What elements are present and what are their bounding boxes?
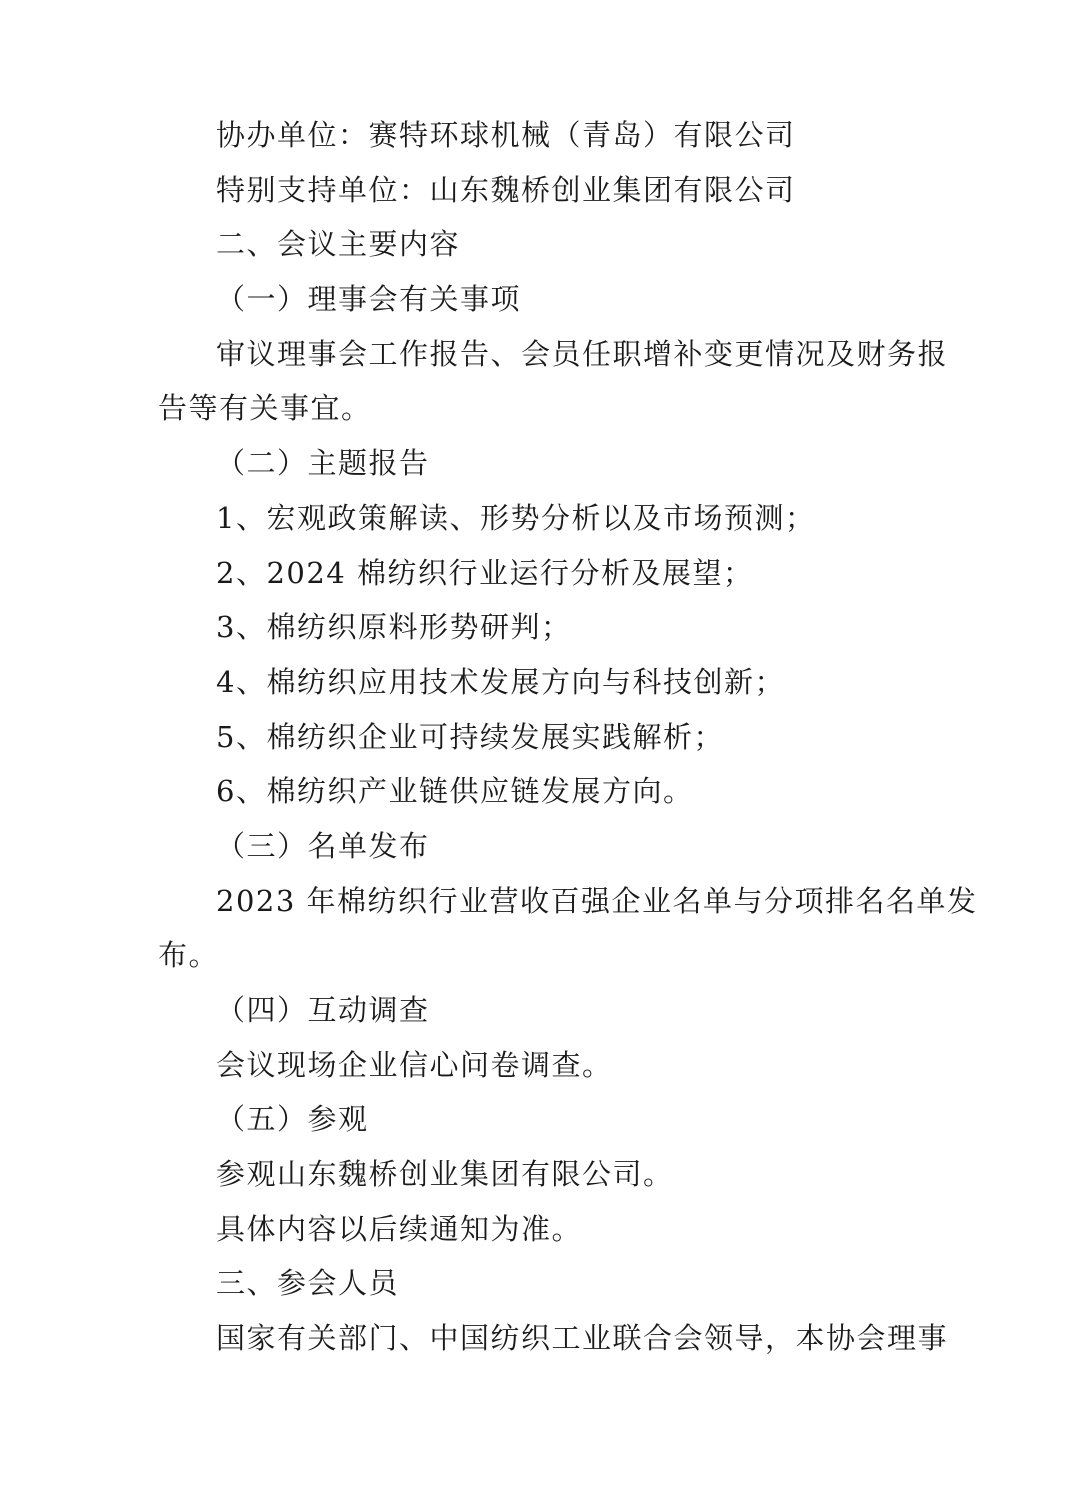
paragraph-line: 国家有关部门、中国纺织工业联合会领导，本协会理事	[216, 1321, 949, 1356]
paragraph-line: 审议理事会工作报告、会员任职增补变更情况及财务报	[216, 336, 949, 371]
paragraph-line: 参观山东魏桥创业集团有限公司。	[216, 1157, 674, 1192]
list-item: 6、棉纺织产业链供应链发展方向。	[216, 774, 694, 809]
subsection-heading-council-matters: （一）理事会有关事项	[216, 282, 522, 317]
list-item: 3、棉纺织原料形势研判；	[216, 610, 572, 645]
list-item: 2、2024 棉纺织行业运行分析及展望；	[216, 555, 754, 590]
list-item: 1、宏观政策解读、形势分析以及市场预测；	[216, 500, 816, 535]
paragraph-line: 告等有关事宜。	[158, 391, 372, 426]
subsection-heading-visit: （五）参观	[216, 1102, 369, 1137]
list-item: 4、棉纺织应用技术发展方向与科技创新；	[216, 664, 785, 699]
co-organizer-line: 协办单位：赛特环球机械（青岛）有限公司	[216, 118, 796, 152]
subsection-heading-theme-reports: （二）主题报告	[216, 446, 430, 481]
section-heading-main-content: 二、会议主要内容	[216, 227, 461, 262]
special-support-line: 特别支持单位：山东魏桥创业集团有限公司	[216, 172, 796, 207]
subsection-heading-interactive-survey: （四）互动调查	[216, 993, 430, 1027]
paragraph-line: 2023 年棉纺织行业营收百强企业名单与分项排名名单发	[216, 883, 978, 918]
paragraph-line: 布。	[158, 938, 220, 973]
paragraph-line: 会议现场企业信心问卷调查。	[216, 1047, 613, 1082]
document-body	[158, 108, 978, 1366]
list-item: 5、棉纺织企业可持续发展实践解析；	[216, 719, 724, 754]
paragraph-line: 具体内容以后续通知为准。	[216, 1211, 583, 1246]
section-heading-attendees: 三、参会人员	[216, 1266, 400, 1301]
subsection-heading-list-release: （三）名单发布	[216, 828, 430, 863]
